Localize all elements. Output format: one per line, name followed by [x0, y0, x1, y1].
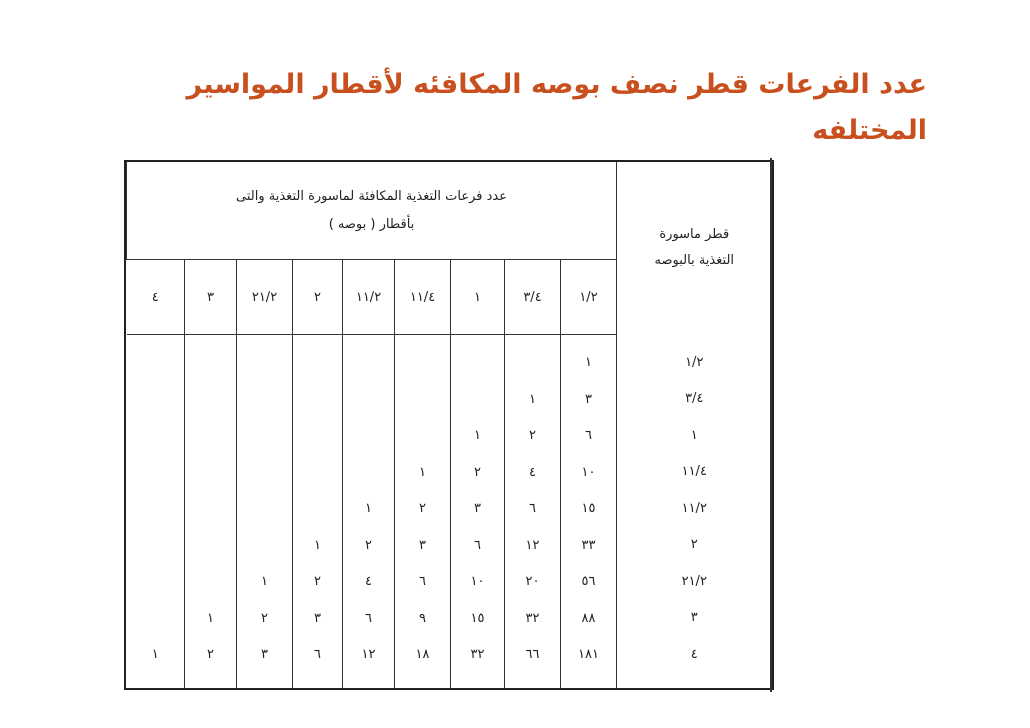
table-cell: ٦: [585, 428, 592, 443]
table-cell: ٣٢: [525, 610, 540, 626]
table-cell: [343, 455, 394, 492]
page-title: [167, 62, 927, 154]
column-header: ٣: [185, 260, 237, 335]
table-cell: [127, 601, 185, 638]
table-cell: ٣: [419, 537, 426, 553]
row-label: ٣/٤: [685, 391, 704, 406]
table-cell: ٢: [314, 574, 321, 589]
row-label: ٢١/٢: [681, 573, 707, 589]
table-cell: [127, 564, 185, 601]
table-cell: ٢: [207, 647, 214, 662]
table-cell: [451, 382, 504, 419]
table-cell: ٢: [529, 428, 536, 443]
row-label: ١/٢: [685, 354, 704, 370]
column-header: ٢: [293, 260, 343, 335]
table-cell: ٣: [585, 391, 592, 407]
table-cell: ٦: [474, 537, 481, 553]
table-cell: [343, 418, 394, 455]
table-cell: [293, 382, 342, 419]
table-cell: ١: [365, 501, 372, 516]
row-label: ١: [690, 427, 698, 443]
table-cell: [451, 345, 504, 382]
table-cell: ٢: [261, 610, 268, 626]
table-cell: ١٨١: [578, 647, 599, 662]
table-cell: [185, 564, 236, 601]
table-cell: [185, 418, 236, 455]
table-cell: ٦: [365, 610, 372, 626]
table-cell: [343, 345, 394, 382]
table-cell: ١: [207, 610, 214, 626]
table-cell: [293, 455, 342, 492]
data-column: [237, 335, 293, 689]
column-header: ٢١/٢: [237, 260, 293, 335]
table-cell: ٦: [419, 574, 426, 589]
data-column: [293, 335, 343, 689]
row-label: ١١/٢: [681, 500, 707, 516]
table-cell: [127, 345, 185, 382]
table-cell: [293, 345, 342, 382]
table-cell: ١: [474, 428, 481, 443]
branch-equivalence-table: [124, 160, 774, 690]
pipe-diameter-header-line2: التغذية بالبوصه: [654, 253, 735, 269]
table-cell: ٤: [365, 574, 372, 589]
column-header: ٣/٤: [505, 260, 561, 335]
table-cell: ٨٨: [581, 610, 596, 626]
branches-header-line1: عدد فرعات التغذية المكافئة لماسورة التغذية والتى: [236, 188, 507, 204]
table-cell: ١: [419, 464, 426, 480]
table-cell: [185, 528, 236, 565]
table-cell: [185, 345, 236, 382]
table-cell: [237, 345, 292, 382]
column-header: ١/٢: [561, 260, 617, 335]
table-cell: ٣٢: [470, 647, 485, 662]
branches-header: [127, 162, 617, 260]
table-cell: ٣٣: [581, 537, 596, 553]
table-cell: ١٢: [525, 537, 540, 553]
title-line-2: المختلفه: [812, 115, 927, 146]
table-cell: ٦: [529, 501, 536, 516]
table-cell: ٣: [314, 610, 321, 626]
table-cell: ١: [261, 574, 268, 589]
table-cell: ١٢: [361, 647, 376, 662]
row-label: ٤: [690, 646, 698, 662]
table-body-row: [127, 335, 772, 689]
row-labels-column: [617, 335, 772, 689]
table-cell: ٦: [314, 647, 321, 662]
table-cell: ٤: [529, 464, 536, 480]
table-cell: ٣: [261, 647, 268, 662]
title-line-1: عدد الفرعات قطر نصف بوصه المكافئه لأقطار المواسير: [186, 69, 927, 100]
data-column: [561, 335, 617, 689]
table-cell: ٢: [419, 501, 426, 516]
table-cell: ١٨: [415, 647, 430, 662]
branches-header-line2: بأقطار ( بوصه ): [328, 216, 415, 232]
table-cell: [505, 345, 560, 382]
scan-border-line: [770, 158, 772, 692]
table-cell: [127, 418, 185, 455]
table-cell: [127, 491, 185, 528]
data-column: [127, 335, 185, 689]
table-cell: [237, 418, 292, 455]
table-cell: [237, 382, 292, 419]
table-cell: [185, 382, 236, 419]
table-cell: ٢٠: [525, 574, 540, 589]
table-cell: [343, 382, 394, 419]
table-cell: [127, 528, 185, 565]
table-cell: [127, 382, 185, 419]
data-column: [343, 335, 395, 689]
table-cell: [237, 528, 292, 565]
table-cell: [185, 455, 236, 492]
column-header: ١١/٢: [343, 260, 395, 335]
row-label: ٣: [690, 610, 698, 625]
table-cell: [127, 455, 185, 492]
table-cell: ١٠: [470, 574, 485, 589]
table-cell: [395, 382, 450, 419]
table-cell: ١: [529, 391, 536, 407]
table-cell: ١٥: [470, 610, 485, 626]
column-header: ١١/٤: [395, 260, 451, 335]
table-cell: [237, 455, 292, 492]
data-column: [395, 335, 451, 689]
table-cell: [237, 491, 292, 528]
table-cell: ١٥: [581, 501, 596, 516]
table-cell: [293, 491, 342, 528]
table-cell: ١: [585, 355, 592, 370]
row-label: ٢: [690, 537, 698, 552]
column-header: ١: [451, 260, 505, 335]
table-cell: ٥٦: [581, 574, 596, 589]
table-cell: ١: [151, 647, 159, 662]
table-cell: ١٠: [581, 464, 596, 480]
table-cell: [395, 345, 450, 382]
column-header: ٤: [127, 260, 185, 335]
table-cell: ٩: [419, 610, 426, 626]
data-column: [505, 335, 561, 689]
table-cell: [395, 418, 450, 455]
table-cell: ٢: [365, 537, 372, 553]
table-cell: [293, 418, 342, 455]
pipe-diameter-header: [617, 162, 772, 335]
row-label: ١١/٤: [681, 464, 707, 479]
data-column: [185, 335, 237, 689]
table-cell: ٣: [474, 501, 481, 516]
table-cell: ١: [314, 537, 321, 553]
data-column: [451, 335, 505, 689]
pipe-diameter-header-line1: قطر ماسورة: [659, 227, 730, 243]
table-cell: ٢: [474, 464, 481, 480]
table-cell: [185, 491, 236, 528]
table-cell: ٦٦: [525, 647, 540, 662]
